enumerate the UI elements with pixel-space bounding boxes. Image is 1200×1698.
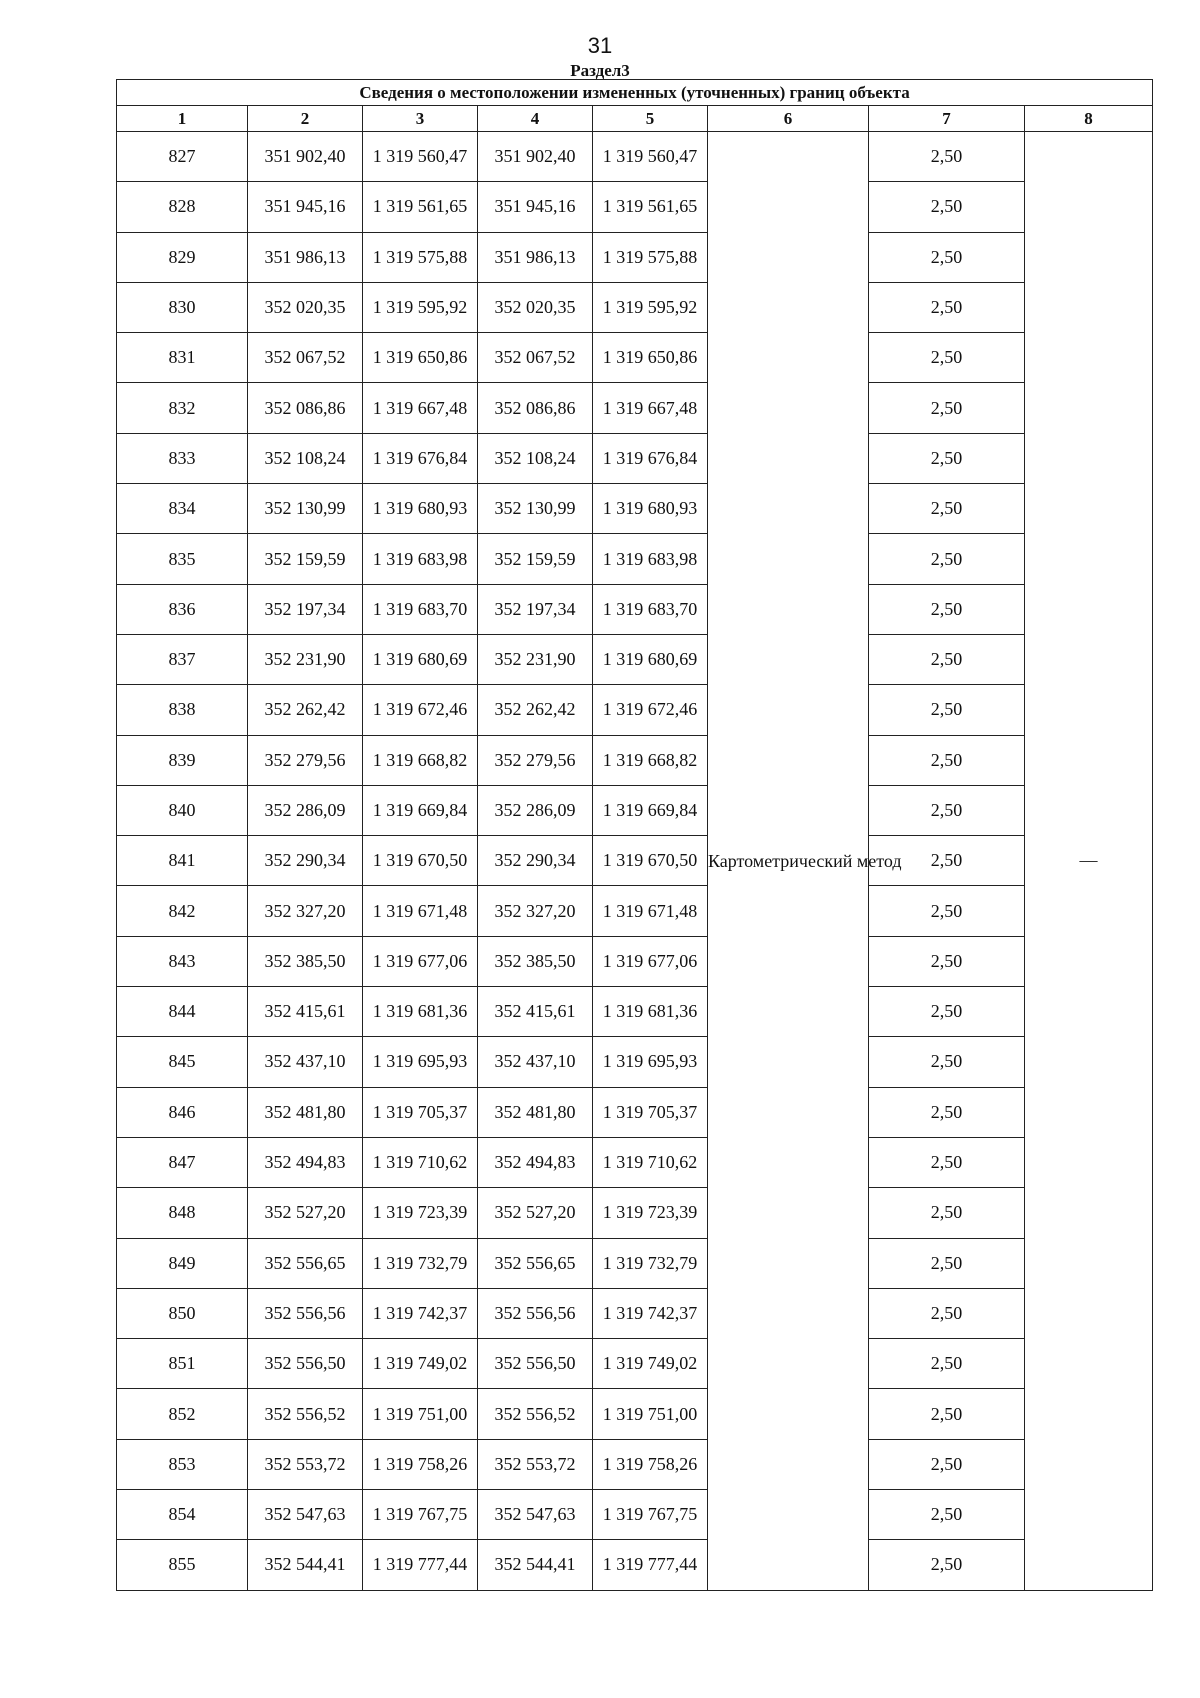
- y-new-cell: 1 319 767,75: [593, 1490, 708, 1540]
- column-number: 1: [117, 106, 248, 132]
- y-new-cell: 1 319 672,46: [593, 685, 708, 735]
- y-new-cell: 1 319 680,69: [593, 634, 708, 684]
- point-number-cell: 848: [117, 1188, 248, 1238]
- y-new-cell: 1 319 695,93: [593, 1037, 708, 1087]
- table-row: [117, 232, 1153, 282]
- accuracy-cell: 2,50: [869, 1288, 1025, 1338]
- y-new-cell: 1 319 677,06: [593, 936, 708, 986]
- y-old-cell: 1 319 723,39: [363, 1188, 478, 1238]
- accuracy-cell: 2,50: [869, 534, 1025, 584]
- x-new-cell: 352 556,52: [478, 1389, 593, 1439]
- x-new-cell: 352 556,50: [478, 1339, 593, 1389]
- x-new-cell: 352 159,59: [478, 534, 593, 584]
- x-new-cell: 351 986,13: [478, 232, 593, 282]
- table-row: [117, 936, 1153, 986]
- point-number-cell: 849: [117, 1238, 248, 1288]
- x-new-cell: 352 553,72: [478, 1439, 593, 1489]
- x-new-cell: 352 020,35: [478, 282, 593, 332]
- column-8-cell: —: [1025, 132, 1153, 1591]
- x-old-cell: 352 108,24: [248, 433, 363, 483]
- y-old-cell: 1 319 671,48: [363, 886, 478, 936]
- x-new-cell: 352 385,50: [478, 936, 593, 986]
- accuracy-cell: 2,50: [869, 132, 1025, 182]
- accuracy-cell: 2,50: [869, 785, 1025, 835]
- y-new-cell: 1 319 777,44: [593, 1540, 708, 1590]
- x-new-cell: 352 286,09: [478, 785, 593, 835]
- table-body: [117, 132, 1153, 1591]
- x-old-cell: 352 481,80: [248, 1087, 363, 1137]
- accuracy-cell: 2,50: [869, 484, 1025, 534]
- x-old-cell: 352 494,83: [248, 1137, 363, 1187]
- x-new-cell: 352 197,34: [478, 584, 593, 634]
- x-new-cell: 352 279,56: [478, 735, 593, 785]
- accuracy-cell: 2,50: [869, 685, 1025, 735]
- x-new-cell: 352 494,83: [478, 1137, 593, 1187]
- x-old-cell: 352 290,34: [248, 836, 363, 886]
- y-new-cell: 1 319 670,50: [593, 836, 708, 886]
- accuracy-cell: 2,50: [869, 886, 1025, 936]
- y-old-cell: 1 319 668,82: [363, 735, 478, 785]
- y-new-cell: 1 319 676,84: [593, 433, 708, 483]
- x-old-cell: 352 020,35: [248, 282, 363, 332]
- accuracy-cell: 2,50: [869, 634, 1025, 684]
- y-new-cell: 1 319 575,88: [593, 232, 708, 282]
- point-number-cell: 827: [117, 132, 248, 182]
- table-row: [117, 735, 1153, 785]
- point-number-cell: 852: [117, 1389, 248, 1439]
- y-new-cell: 1 319 749,02: [593, 1339, 708, 1389]
- point-number-cell: 831: [117, 333, 248, 383]
- y-new-cell: 1 319 595,92: [593, 282, 708, 332]
- column-number: 5: [593, 106, 708, 132]
- table-row: [117, 1288, 1153, 1338]
- x-old-cell: 352 159,59: [248, 534, 363, 584]
- table-row: [117, 1188, 1153, 1238]
- x-old-cell: 352 262,42: [248, 685, 363, 735]
- y-old-cell: 1 319 676,84: [363, 433, 478, 483]
- y-new-cell: 1 319 742,37: [593, 1288, 708, 1338]
- y-old-cell: 1 319 595,92: [363, 282, 478, 332]
- x-new-cell: 352 290,34: [478, 836, 593, 886]
- point-number-cell: 832: [117, 383, 248, 433]
- accuracy-cell: 2,50: [869, 1137, 1025, 1187]
- y-new-cell: 1 319 560,47: [593, 132, 708, 182]
- y-old-cell: 1 319 742,37: [363, 1288, 478, 1338]
- x-old-cell: 352 544,41: [248, 1540, 363, 1590]
- point-number-cell: 834: [117, 484, 248, 534]
- point-number-cell: 844: [117, 987, 248, 1037]
- table-row: [117, 685, 1153, 735]
- x-old-cell: 351 945,16: [248, 182, 363, 232]
- accuracy-cell: 2,50: [869, 383, 1025, 433]
- x-old-cell: 351 986,13: [248, 232, 363, 282]
- x-old-cell: 352 556,56: [248, 1288, 363, 1338]
- y-old-cell: 1 319 751,00: [363, 1389, 478, 1439]
- y-new-cell: 1 319 710,62: [593, 1137, 708, 1187]
- accuracy-cell: 2,50: [869, 1540, 1025, 1590]
- x-old-cell: 352 130,99: [248, 484, 363, 534]
- y-new-cell: 1 319 671,48: [593, 886, 708, 936]
- table-row: [117, 886, 1153, 936]
- accuracy-cell: 2,50: [869, 836, 1025, 886]
- point-number-cell: 829: [117, 232, 248, 282]
- point-number-cell: 846: [117, 1087, 248, 1137]
- point-number-cell: 851: [117, 1339, 248, 1389]
- x-new-cell: 352 547,63: [478, 1490, 593, 1540]
- y-old-cell: 1 319 560,47: [363, 132, 478, 182]
- point-number-cell: 828: [117, 182, 248, 232]
- point-number-cell: 836: [117, 584, 248, 634]
- table-row: [117, 584, 1153, 634]
- x-new-cell: 351 945,16: [478, 182, 593, 232]
- y-old-cell: 1 319 683,70: [363, 584, 478, 634]
- y-old-cell: 1 319 683,98: [363, 534, 478, 584]
- x-old-cell: 351 902,40: [248, 132, 363, 182]
- point-number-cell: 840: [117, 785, 248, 835]
- x-old-cell: 352 547,63: [248, 1490, 363, 1540]
- x-old-cell: 352 067,52: [248, 333, 363, 383]
- y-old-cell: 1 319 710,62: [363, 1137, 478, 1187]
- y-old-cell: 1 319 680,93: [363, 484, 478, 534]
- y-new-cell: 1 319 650,86: [593, 333, 708, 383]
- point-number-cell: 843: [117, 936, 248, 986]
- y-old-cell: 1 319 667,48: [363, 383, 478, 433]
- x-old-cell: 352 286,09: [248, 785, 363, 835]
- y-new-cell: 1 319 667,48: [593, 383, 708, 433]
- x-new-cell: 352 556,65: [478, 1238, 593, 1288]
- y-old-cell: 1 319 777,44: [363, 1540, 478, 1590]
- table-row: [117, 333, 1153, 383]
- x-new-cell: 352 067,52: [478, 333, 593, 383]
- x-new-cell: 352 556,56: [478, 1288, 593, 1338]
- table-row: [117, 132, 1153, 182]
- y-old-cell: 1 319 561,65: [363, 182, 478, 232]
- point-number-cell: 833: [117, 433, 248, 483]
- x-old-cell: 352 197,34: [248, 584, 363, 634]
- y-new-cell: 1 319 680,93: [593, 484, 708, 534]
- table-row: [117, 1490, 1153, 1540]
- y-new-cell: 1 319 683,70: [593, 584, 708, 634]
- x-new-cell: 352 262,42: [478, 685, 593, 735]
- x-new-cell: 352 415,61: [478, 987, 593, 1037]
- section-label: Раздел3: [570, 61, 630, 80]
- accuracy-cell: 2,50: [869, 1037, 1025, 1087]
- accuracy-cell: 2,50: [869, 1389, 1025, 1439]
- accuracy-cell: 2,50: [869, 433, 1025, 483]
- point-number-cell: 845: [117, 1037, 248, 1087]
- y-old-cell: 1 319 669,84: [363, 785, 478, 835]
- table-row: [117, 182, 1153, 232]
- y-new-cell: 1 319 751,00: [593, 1389, 708, 1439]
- x-new-cell: 352 544,41: [478, 1540, 593, 1590]
- x-old-cell: 352 527,20: [248, 1188, 363, 1238]
- point-number-cell: 830: [117, 282, 248, 332]
- point-number-cell: 838: [117, 685, 248, 735]
- x-new-cell: 352 481,80: [478, 1087, 593, 1137]
- y-new-cell: 1 319 669,84: [593, 785, 708, 835]
- accuracy-cell: 2,50: [869, 282, 1025, 332]
- table-row: [117, 1137, 1153, 1187]
- y-old-cell: 1 319 758,26: [363, 1439, 478, 1489]
- y-new-cell: 1 319 723,39: [593, 1188, 708, 1238]
- accuracy-cell: 2,50: [869, 182, 1025, 232]
- table-row: [117, 1339, 1153, 1389]
- x-new-cell: 351 902,40: [478, 132, 593, 182]
- point-number-cell: 841: [117, 836, 248, 886]
- accuracy-cell: 2,50: [869, 735, 1025, 785]
- point-number-cell: 850: [117, 1288, 248, 1338]
- y-old-cell: 1 319 767,75: [363, 1490, 478, 1540]
- table-row: [117, 836, 1153, 886]
- y-new-cell: 1 319 732,79: [593, 1238, 708, 1288]
- x-old-cell: 352 231,90: [248, 634, 363, 684]
- point-number-cell: 839: [117, 735, 248, 785]
- x-old-cell: 352 556,50: [248, 1339, 363, 1389]
- boundary-coordinates-table: [116, 79, 1153, 1591]
- y-old-cell: 1 319 705,37: [363, 1087, 478, 1137]
- table-row: [117, 1540, 1153, 1590]
- method-cell: Картометрический метод: [708, 132, 869, 1591]
- accuracy-cell: 2,50: [869, 987, 1025, 1037]
- point-number-cell: 854: [117, 1490, 248, 1540]
- y-new-cell: 1 319 705,37: [593, 1087, 708, 1137]
- table-row: [117, 987, 1153, 1037]
- accuracy-cell: 2,50: [869, 936, 1025, 986]
- x-new-cell: 352 130,99: [478, 484, 593, 534]
- x-old-cell: 352 553,72: [248, 1439, 363, 1489]
- accuracy-cell: 2,50: [869, 1238, 1025, 1288]
- y-old-cell: 1 319 677,06: [363, 936, 478, 986]
- y-old-cell: 1 319 680,69: [363, 634, 478, 684]
- point-number-cell: 855: [117, 1540, 248, 1590]
- x-old-cell: 352 327,20: [248, 886, 363, 936]
- table-row: [117, 1439, 1153, 1489]
- point-number-cell: 847: [117, 1137, 248, 1187]
- accuracy-cell: 2,50: [869, 584, 1025, 634]
- accuracy-cell: 2,50: [869, 232, 1025, 282]
- point-number-cell: 837: [117, 634, 248, 684]
- point-number-cell: 842: [117, 886, 248, 936]
- y-old-cell: 1 319 670,50: [363, 836, 478, 886]
- x-old-cell: 352 437,10: [248, 1037, 363, 1087]
- x-old-cell: 352 415,61: [248, 987, 363, 1037]
- x-new-cell: 352 527,20: [478, 1188, 593, 1238]
- x-new-cell: 352 108,24: [478, 433, 593, 483]
- y-old-cell: 1 319 672,46: [363, 685, 478, 735]
- x-new-cell: 352 086,86: [478, 383, 593, 433]
- y-old-cell: 1 319 681,36: [363, 987, 478, 1037]
- x-new-cell: 352 231,90: [478, 634, 593, 684]
- x-old-cell: 352 385,50: [248, 936, 363, 986]
- y-new-cell: 1 319 561,65: [593, 182, 708, 232]
- table-row: [117, 1037, 1153, 1087]
- page-number: 31: [587, 33, 613, 58]
- table-row: [117, 1389, 1153, 1439]
- table-row: [117, 433, 1153, 483]
- column-number: 8: [1025, 106, 1153, 132]
- column-number: 3: [363, 106, 478, 132]
- accuracy-cell: 2,50: [869, 1339, 1025, 1389]
- table-row: [117, 282, 1153, 332]
- x-old-cell: 352 556,52: [248, 1389, 363, 1439]
- y-old-cell: 1 319 695,93: [363, 1037, 478, 1087]
- accuracy-cell: 2,50: [869, 1439, 1025, 1489]
- column-number: 6: [708, 106, 869, 132]
- x-new-cell: 352 327,20: [478, 886, 593, 936]
- table-row: [117, 785, 1153, 835]
- y-new-cell: 1 319 758,26: [593, 1439, 708, 1489]
- y-new-cell: 1 319 683,98: [593, 534, 708, 584]
- table-row: [117, 534, 1153, 584]
- point-number-cell: 853: [117, 1439, 248, 1489]
- column-number: 7: [869, 106, 1025, 132]
- x-old-cell: 352 086,86: [248, 383, 363, 433]
- table-row: [117, 383, 1153, 433]
- y-old-cell: 1 319 732,79: [363, 1238, 478, 1288]
- y-old-cell: 1 319 575,88: [363, 232, 478, 282]
- table-row: [117, 484, 1153, 534]
- table-caption: Сведения о местоположении измененных (уточненных) границ объекта: [117, 80, 1153, 106]
- point-number-cell: 835: [117, 534, 248, 584]
- y-new-cell: 1 319 668,82: [593, 735, 708, 785]
- table-row: [117, 634, 1153, 684]
- y-new-cell: 1 319 681,36: [593, 987, 708, 1037]
- table-row: [117, 1087, 1153, 1137]
- column-number: 2: [248, 106, 363, 132]
- accuracy-cell: 2,50: [869, 333, 1025, 383]
- column-number: 4: [478, 106, 593, 132]
- accuracy-cell: 2,50: [869, 1087, 1025, 1137]
- accuracy-cell: 2,50: [869, 1188, 1025, 1238]
- accuracy-cell: 2,50: [869, 1490, 1025, 1540]
- y-old-cell: 1 319 650,86: [363, 333, 478, 383]
- y-old-cell: 1 319 749,02: [363, 1339, 478, 1389]
- x-old-cell: 352 556,65: [248, 1238, 363, 1288]
- x-old-cell: 352 279,56: [248, 735, 363, 785]
- column-number-row: [117, 106, 1153, 132]
- x-new-cell: 352 437,10: [478, 1037, 593, 1087]
- table-row: [117, 1238, 1153, 1288]
